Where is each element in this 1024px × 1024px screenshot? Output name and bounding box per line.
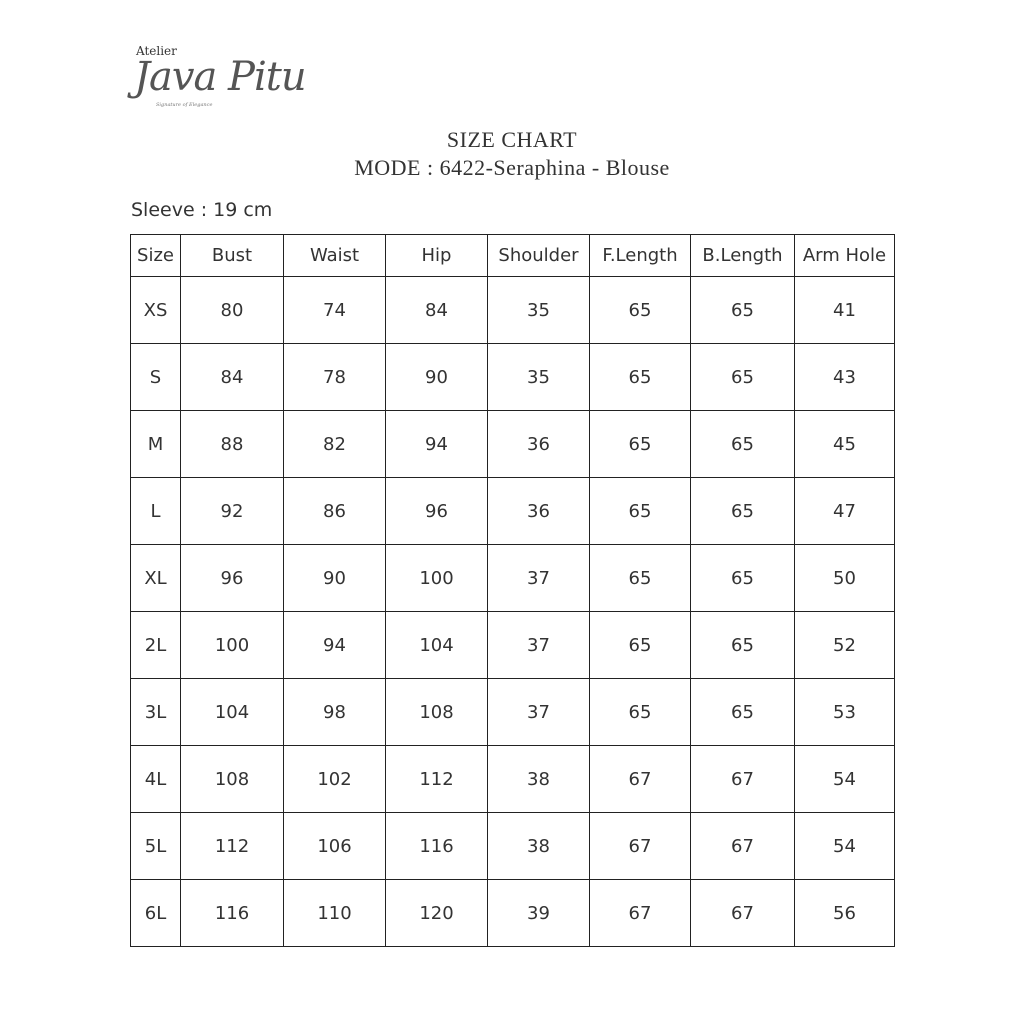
measurement-cell: 35 bbox=[488, 277, 590, 344]
measurement-cell: 84 bbox=[181, 344, 284, 411]
measurement-cell: 65 bbox=[691, 478, 795, 545]
column-header: Size bbox=[131, 235, 181, 277]
logo-brand-script: Java Pitu bbox=[134, 54, 306, 100]
measurement-cell: 52 bbox=[795, 612, 895, 679]
measurement-cell: 53 bbox=[795, 679, 895, 746]
page-subtitle: MODE : 6422-Seraphina - Blouse bbox=[354, 155, 670, 180]
measurement-cell: 82 bbox=[284, 411, 386, 478]
measurement-cell: 65 bbox=[590, 545, 691, 612]
measurement-cell: 104 bbox=[386, 612, 488, 679]
size-chart-table bbox=[130, 234, 895, 947]
measurement-cell: 94 bbox=[386, 411, 488, 478]
table-body bbox=[131, 277, 895, 947]
measurement-cell: 37 bbox=[488, 612, 590, 679]
measurement-cell: 88 bbox=[181, 411, 284, 478]
measurement-cell: 37 bbox=[488, 679, 590, 746]
logo-atelier-text: Atelier bbox=[136, 44, 177, 58]
measurement-cell: 54 bbox=[795, 813, 895, 880]
measurement-cell: 65 bbox=[691, 277, 795, 344]
measurement-cell: 36 bbox=[488, 411, 590, 478]
measurement-cell: 43 bbox=[795, 344, 895, 411]
measurement-cell: 104 bbox=[181, 679, 284, 746]
measurement-cell: 116 bbox=[181, 880, 284, 947]
column-header: Bust bbox=[181, 235, 284, 277]
measurement-cell: 67 bbox=[590, 813, 691, 880]
size-cell: M bbox=[131, 411, 181, 478]
size-cell: 5L bbox=[131, 813, 181, 880]
measurement-cell: 74 bbox=[284, 277, 386, 344]
size-cell: L bbox=[131, 478, 181, 545]
page-header bbox=[0, 126, 1024, 182]
measurement-cell: 39 bbox=[488, 880, 590, 947]
measurement-cell: 84 bbox=[386, 277, 488, 344]
size-cell: XS bbox=[131, 277, 181, 344]
measurement-cell: 90 bbox=[386, 344, 488, 411]
measurement-cell: 98 bbox=[284, 679, 386, 746]
table-row bbox=[131, 478, 895, 545]
measurement-cell: 65 bbox=[590, 612, 691, 679]
table-row bbox=[131, 880, 895, 947]
measurement-cell: 116 bbox=[386, 813, 488, 880]
measurement-cell: 65 bbox=[691, 344, 795, 411]
size-cell: XL bbox=[131, 545, 181, 612]
measurement-cell: 65 bbox=[590, 344, 691, 411]
measurement-cell: 96 bbox=[181, 545, 284, 612]
measurement-cell: 112 bbox=[181, 813, 284, 880]
measurement-cell: 41 bbox=[795, 277, 895, 344]
column-header: Waist bbox=[284, 235, 386, 277]
measurement-cell: 65 bbox=[691, 545, 795, 612]
size-cell: 4L bbox=[131, 746, 181, 813]
table-row bbox=[131, 545, 895, 612]
column-header: Arm Hole bbox=[795, 235, 895, 277]
table-row bbox=[131, 277, 895, 344]
column-header: Shoulder bbox=[488, 235, 590, 277]
brand-logo bbox=[132, 44, 322, 116]
measurement-cell: 96 bbox=[386, 478, 488, 545]
measurement-cell: 65 bbox=[691, 679, 795, 746]
table-row bbox=[131, 679, 895, 746]
measurement-cell: 108 bbox=[181, 746, 284, 813]
measurement-cell: 67 bbox=[590, 746, 691, 813]
size-cell: 3L bbox=[131, 679, 181, 746]
measurement-cell: 50 bbox=[795, 545, 895, 612]
measurement-cell: 38 bbox=[488, 746, 590, 813]
measurement-cell: 38 bbox=[488, 813, 590, 880]
measurement-cell: 37 bbox=[488, 545, 590, 612]
measurement-cell: 100 bbox=[386, 545, 488, 612]
measurement-cell: 120 bbox=[386, 880, 488, 947]
measurement-cell: 65 bbox=[590, 478, 691, 545]
measurement-cell: 65 bbox=[691, 411, 795, 478]
size-cell: 2L bbox=[131, 612, 181, 679]
size-cell: 6L bbox=[131, 880, 181, 947]
measurement-cell: 80 bbox=[181, 277, 284, 344]
measurement-cell: 78 bbox=[284, 344, 386, 411]
logo-tagline: Signature of Elegance bbox=[156, 102, 213, 108]
table-row bbox=[131, 411, 895, 478]
measurement-cell: 90 bbox=[284, 545, 386, 612]
measurement-cell: 110 bbox=[284, 880, 386, 947]
table-row bbox=[131, 813, 895, 880]
measurement-cell: 35 bbox=[488, 344, 590, 411]
measurement-cell: 65 bbox=[590, 277, 691, 344]
table-row bbox=[131, 746, 895, 813]
size-cell: S bbox=[131, 344, 181, 411]
measurement-cell: 112 bbox=[386, 746, 488, 813]
measurement-cell: 86 bbox=[284, 478, 386, 545]
measurement-cell: 65 bbox=[590, 411, 691, 478]
measurement-cell: 67 bbox=[691, 746, 795, 813]
measurement-cell: 67 bbox=[590, 880, 691, 947]
measurement-cell: 108 bbox=[386, 679, 488, 746]
measurement-cell: 102 bbox=[284, 746, 386, 813]
measurement-cell: 100 bbox=[181, 612, 284, 679]
measurement-cell: 45 bbox=[795, 411, 895, 478]
measurement-cell: 65 bbox=[691, 612, 795, 679]
table-header-row bbox=[131, 235, 895, 277]
measurement-cell: 36 bbox=[488, 478, 590, 545]
measurement-cell: 92 bbox=[181, 478, 284, 545]
table-row bbox=[131, 344, 895, 411]
measurement-cell: 47 bbox=[795, 478, 895, 545]
measurement-cell: 94 bbox=[284, 612, 386, 679]
table-row bbox=[131, 612, 895, 679]
column-header: B.Length bbox=[691, 235, 795, 277]
measurement-cell: 67 bbox=[691, 813, 795, 880]
page-title: SIZE CHART bbox=[446, 127, 578, 152]
measurement-cell: 67 bbox=[691, 880, 795, 947]
measurement-cell: 106 bbox=[284, 813, 386, 880]
measurement-cell: 56 bbox=[795, 880, 895, 947]
measurement-cell: 54 bbox=[795, 746, 895, 813]
sleeve-length: Sleeve : 19 cm bbox=[131, 199, 273, 221]
column-header: Hip bbox=[386, 235, 488, 277]
column-header: F.Length bbox=[590, 235, 691, 277]
measurement-cell: 65 bbox=[590, 679, 691, 746]
